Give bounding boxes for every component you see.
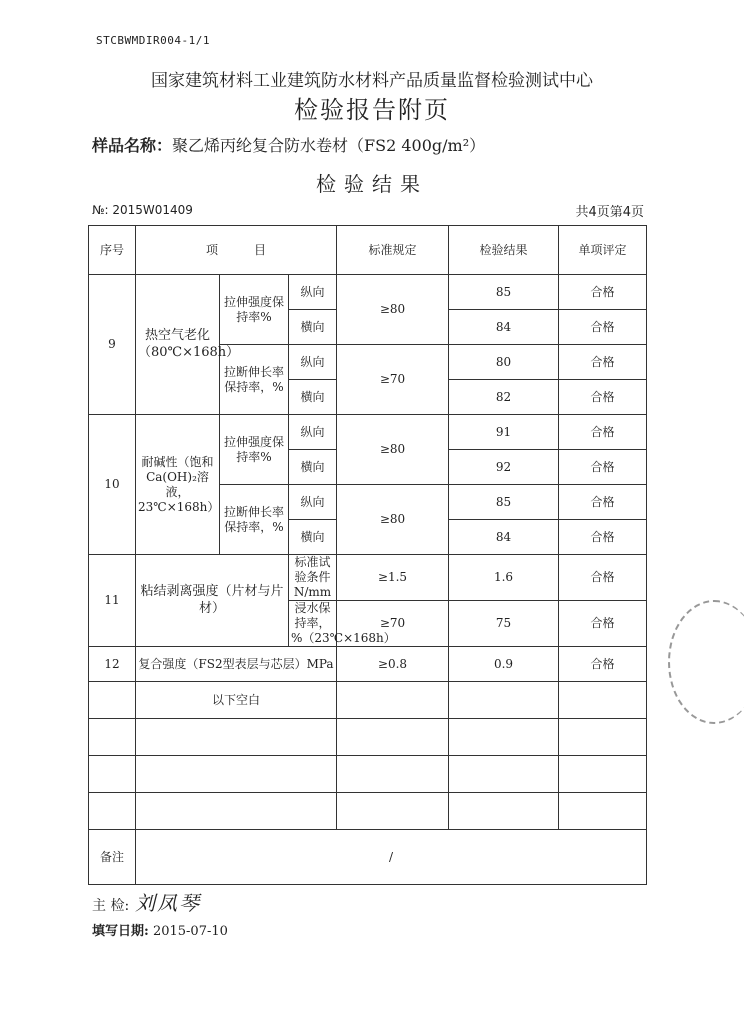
row-11-verdict-2: 合格	[559, 601, 647, 647]
row-11-result-2: 75	[449, 601, 559, 647]
table-row	[89, 682, 647, 719]
row-11-no: 11	[89, 555, 136, 647]
blank-cell	[89, 719, 136, 756]
row-10-elong-std: ≥80	[337, 485, 449, 555]
row-11-std-2: ≥70	[337, 601, 449, 647]
organization-name: 国家建筑材料工业建筑防水材料产品质量监督检验测试中心	[151, 71, 593, 91]
row-10-verdict-2: 合格	[559, 450, 647, 485]
header-standard: 标准规定	[337, 226, 449, 275]
row-11-sub-1: 标准试验条件 N/mm	[289, 555, 337, 601]
blank-cell	[136, 793, 337, 830]
row-10-result-3: 85	[449, 485, 559, 520]
blank-cell	[559, 682, 647, 719]
row-9-long-2: 纵向	[289, 345, 337, 380]
row-10-item: 耐碱性（饱和Ca(OH)₂溶液，23℃×168h）	[136, 415, 220, 555]
row-9-elong-item: 拉断伸长率保持率，%	[220, 345, 289, 415]
row-9-result-3: 80	[449, 345, 559, 380]
row-12-result: 0.9	[449, 647, 559, 682]
row-9-verdict-3: 合格	[559, 345, 647, 380]
blank-cell	[337, 719, 449, 756]
row-10-elong-item: 拉断伸长率保持率，%	[220, 485, 289, 555]
blank-cell	[559, 756, 647, 793]
row-10-trans-1: 横向	[289, 450, 337, 485]
row-12-verdict: 合格	[559, 647, 647, 682]
row-10-verdict-1: 合格	[559, 415, 647, 450]
row-9-trans-1: 横向	[289, 310, 337, 345]
blank-cell	[89, 756, 136, 793]
sample-name-value: 聚乙烯丙纶复合防水卷材（FS2 400g/m²）	[172, 136, 486, 155]
seal-stamp-icon	[668, 600, 744, 724]
blank-cell	[559, 793, 647, 830]
row-10-verdict-4: 合格	[559, 520, 647, 555]
row-9-tensile-item: 拉伸强度保持率%	[220, 275, 289, 345]
inspector-label: 主 检:	[92, 898, 130, 914]
sample-name-label: 样品名称：	[92, 136, 173, 155]
row-9-verdict-1: 合格	[559, 275, 647, 310]
blank-cell	[89, 793, 136, 830]
row-10-trans-2: 横向	[289, 520, 337, 555]
table-row	[89, 415, 647, 450]
table-row	[89, 275, 647, 310]
row-10-tensile-item: 拉伸强度保持率%	[220, 415, 289, 485]
row-9-result-2: 84	[449, 310, 559, 345]
header-result: 检验结果	[449, 226, 559, 275]
row-9-elong-std: ≥70	[337, 345, 449, 415]
note-row	[89, 830, 647, 885]
result-heading: 检验结果	[316, 172, 428, 196]
row-11-verdict-1: 合格	[559, 555, 647, 601]
blank-cell	[136, 756, 337, 793]
blank-cell	[449, 719, 559, 756]
table-row	[89, 756, 647, 793]
filled-date-label: 填写日期:	[92, 924, 149, 939]
row-9-verdict-4: 合格	[559, 380, 647, 415]
page-count: 共4页第4页	[575, 205, 644, 220]
blank-cell	[337, 756, 449, 793]
row-9-verdict-2: 合格	[559, 310, 647, 345]
row-9-long-1: 纵向	[289, 275, 337, 310]
row-10-result-2: 92	[449, 450, 559, 485]
document-code: STCBWMDIR004-1/1	[96, 34, 210, 47]
row-9-item: 热空气老化（80℃×168h）	[136, 275, 220, 415]
header-verdict: 单项评定	[559, 226, 647, 275]
sample-name	[92, 133, 485, 156]
row-9-tensile-std: ≥80	[337, 275, 449, 345]
report-number: №: 2015W01409	[92, 203, 193, 217]
row-10-long-1: 纵向	[289, 415, 337, 450]
row-9-trans-2: 横向	[289, 380, 337, 415]
row-10-result-4: 84	[449, 520, 559, 555]
blank-cell	[449, 793, 559, 830]
blank-cell	[136, 719, 337, 756]
filled-date-value: 2015-07-10	[152, 924, 228, 939]
row-12-item: 复合强度（FS2型表层与芯层）MPa	[136, 647, 337, 682]
row-9-result-4: 82	[449, 380, 559, 415]
table-row	[89, 555, 647, 601]
page-title: 检验报告附页	[294, 96, 450, 124]
inspector	[92, 887, 201, 916]
header-item: 项 目	[136, 226, 337, 275]
row-11-sub-2: 浸水保持率，%（23℃×168h）	[289, 601, 337, 647]
row-10-tensile-std: ≥80	[337, 415, 449, 485]
blank-text: 以下空白	[136, 682, 337, 719]
header-no: 序号	[89, 226, 136, 275]
table-row	[89, 793, 647, 830]
row-12-std: ≥0.8	[337, 647, 449, 682]
blank-cell	[559, 719, 647, 756]
blank-cell	[449, 756, 559, 793]
row-10-no: 10	[89, 415, 136, 555]
blank-cell	[89, 682, 136, 719]
row-11-item: 粘结剥离强度（片材与片材）	[136, 555, 289, 647]
inspector-signature: 刘凤琴	[135, 891, 202, 915]
filled-date	[92, 920, 228, 939]
row-10-long-2: 纵向	[289, 485, 337, 520]
results-table	[88, 225, 647, 885]
row-9-result-1: 85	[449, 275, 559, 310]
blank-cell	[449, 682, 559, 719]
row-12-no: 12	[89, 647, 136, 682]
row-10-verdict-3: 合格	[559, 485, 647, 520]
note-label: 备注	[89, 830, 136, 885]
blank-cell	[337, 682, 449, 719]
row-9-no: 9	[89, 275, 136, 415]
row-10-result-1: 91	[449, 415, 559, 450]
row-11-result-1: 1.6	[449, 555, 559, 601]
blank-cell	[337, 793, 449, 830]
note-value: /	[136, 830, 647, 885]
table-header-row	[89, 226, 647, 275]
table-row	[89, 647, 647, 682]
table-row	[89, 719, 647, 756]
row-11-std-1: ≥1.5	[337, 555, 449, 601]
